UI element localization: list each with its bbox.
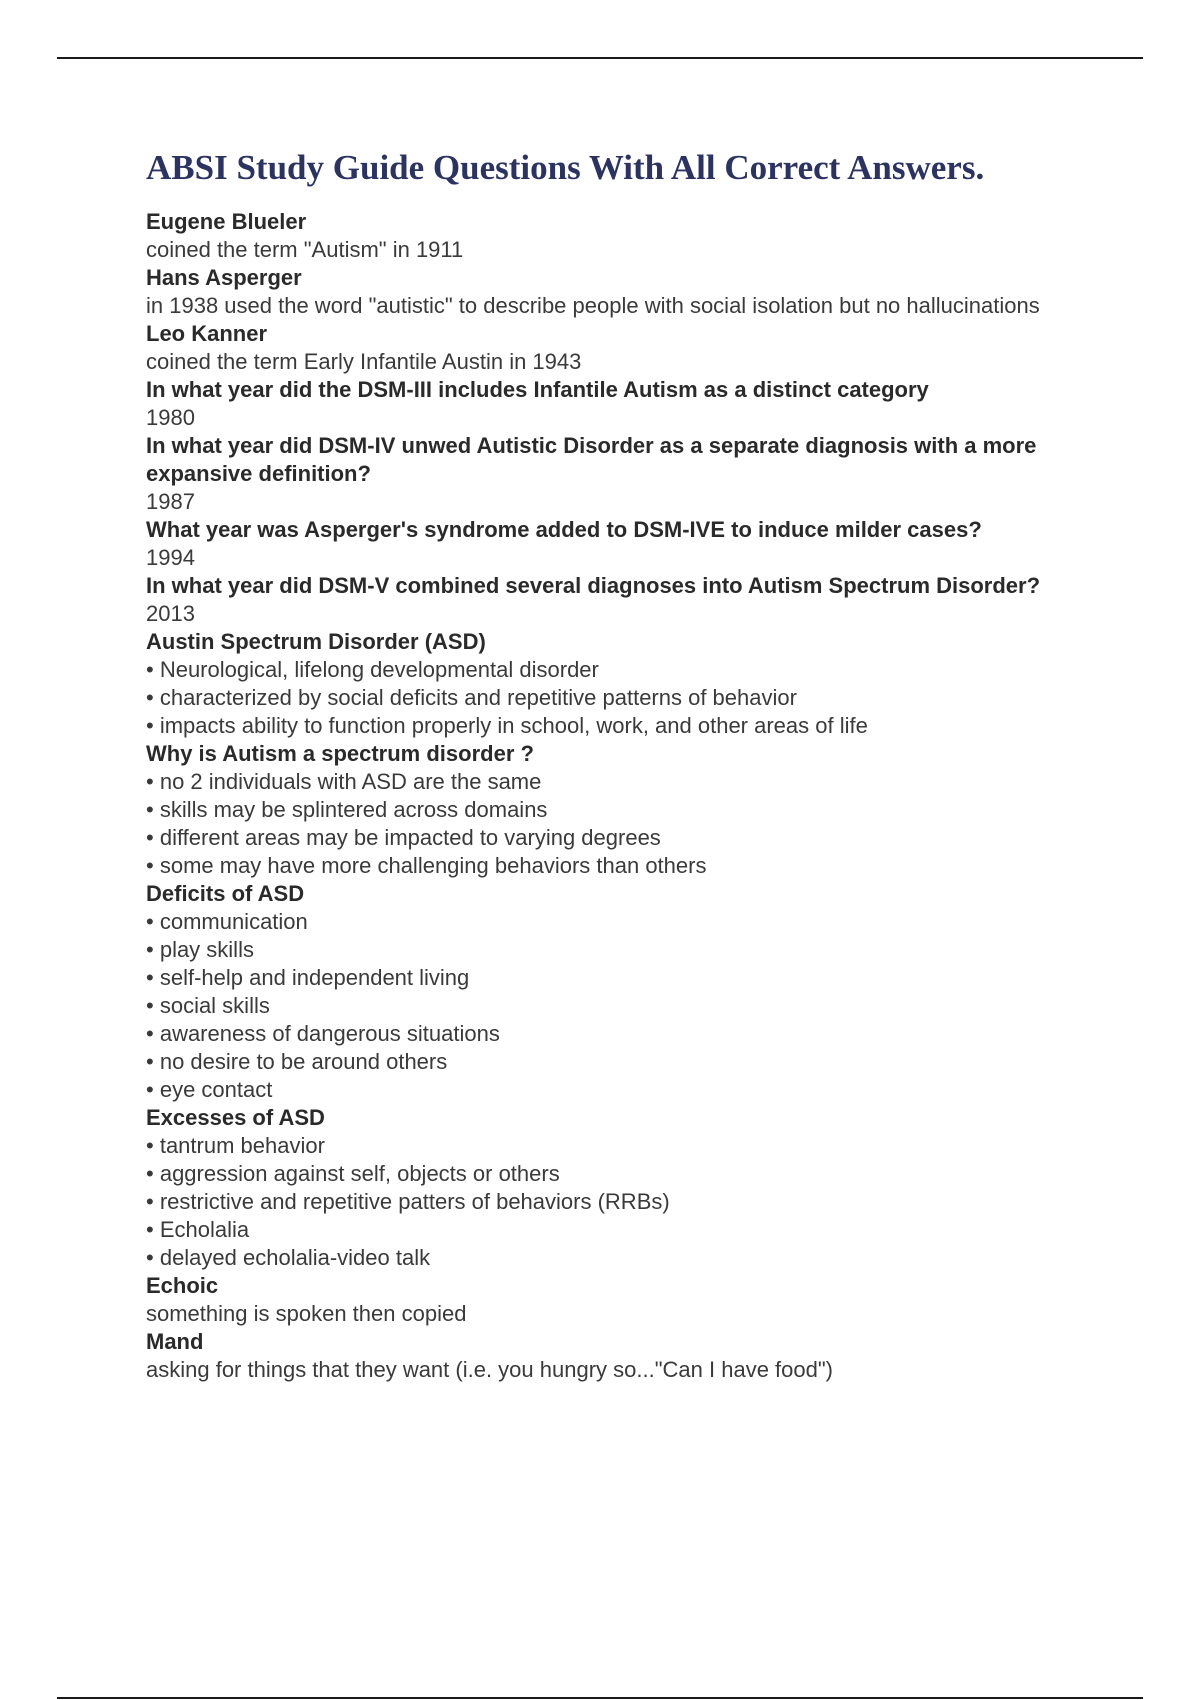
answer-bullet-item: • aggression against self, objects or others xyxy=(146,1160,1086,1188)
question-term: Leo Kanner xyxy=(146,321,268,346)
answer-text: 1994 xyxy=(146,545,195,570)
answer-bullet-item: • characterized by social deficits and repetitive patterns of behavior xyxy=(146,684,1086,712)
question-term: Why is Autism a spectrum disorder ? xyxy=(146,741,534,766)
answer-bullet-item: • no desire to be around others xyxy=(146,1048,1086,1076)
question-term: Austin Spectrum Disorder (ASD) xyxy=(146,629,486,654)
question-term: Excesses of ASD xyxy=(146,1105,325,1130)
question-term: In what year did DSM-V combined several diagnoses into Autism Spectrum Disorder? xyxy=(146,573,1041,598)
answer-bullet-item: • restrictive and repetitive patters of behaviors (RRBs) xyxy=(146,1188,1086,1216)
answer-text: 2013 xyxy=(146,601,195,626)
document-title: ABSI Study Guide Questions With All Correct Answers. xyxy=(146,148,985,187)
question-term: Echoic xyxy=(146,1273,219,1298)
answer-text: something is spoken then copied xyxy=(146,1301,467,1326)
qa-entry xyxy=(146,376,1086,432)
answer-bullet-item: • some may have more challenging behaviors than others xyxy=(146,852,1086,880)
answer-bullet-item: • impacts ability to function properly in school, work, and other areas of life xyxy=(146,712,1086,740)
qa-entry xyxy=(146,320,1086,376)
question-term: Deficits of ASD xyxy=(146,881,305,906)
answer-text: 1987 xyxy=(146,489,195,514)
qa-list xyxy=(146,208,1086,1384)
answer-bullet-item: • no 2 individuals with ASD are the same xyxy=(146,768,1086,796)
question-term: Eugene Blueler xyxy=(146,209,307,234)
answer-text: coined the term "Autism" in 1911 xyxy=(146,237,464,262)
answer-text: asking for things that they want (i.e. you hungry so..."Can I have food") xyxy=(146,1357,833,1382)
answer-text: coined the term Early Infantile Austin in 1943 xyxy=(146,349,582,374)
answer-bullet-item: • Echolalia xyxy=(146,1216,1086,1244)
qa-entry xyxy=(146,516,1086,572)
answer-bullet-item: • communication xyxy=(146,908,1086,936)
answer-bullet-item: • skills may be splintered across domains xyxy=(146,796,1086,824)
answer-bullet-item: • different areas may be impacted to varying degrees xyxy=(146,824,1086,852)
question-term: Hans Asperger xyxy=(146,265,302,290)
answer-bullet-item: • tantrum behavior xyxy=(146,1132,1086,1160)
answer-text: 1980 xyxy=(146,405,195,430)
qa-entry xyxy=(146,1272,1086,1328)
qa-entry xyxy=(146,740,1086,880)
question-term: Mand xyxy=(146,1329,204,1354)
qa-entry xyxy=(146,628,1086,740)
answer-bullet-item: • eye contact xyxy=(146,1076,1086,1104)
answer-bullet-item: • awareness of dangerous situations xyxy=(146,1020,1086,1048)
document-body xyxy=(146,146,1086,1384)
bottom-rule xyxy=(57,1697,1143,1699)
answer-bullet-item: • social skills xyxy=(146,992,1086,1020)
qa-entry xyxy=(146,572,1086,628)
qa-entry xyxy=(146,264,1086,320)
question-term: In what year did DSM-IV unwed Autistic Disorder as a separate diagnosis with a more expansive definition? xyxy=(146,433,1037,486)
qa-entry xyxy=(146,432,1086,516)
answer-bullet-item: • self-help and independent living xyxy=(146,964,1086,992)
qa-entry xyxy=(146,208,1086,264)
answer-bullet-item: • play skills xyxy=(146,936,1086,964)
question-term: What year was Asperger's syndrome added to DSM-IVE to induce milder cases? xyxy=(146,517,982,542)
question-term: In what year did the DSM-III includes Infantile Autism as a distinct category xyxy=(146,377,929,402)
qa-entry xyxy=(146,1328,1086,1384)
answer-text: in 1938 used the word "autistic" to describe people with social isolation but no hallucinations xyxy=(146,293,1040,318)
answer-bullet-item: • Neurological, lifelong developmental disorder xyxy=(146,656,1086,684)
qa-entry xyxy=(146,880,1086,1104)
answer-bullet-item: • delayed echolalia-video talk xyxy=(146,1244,1086,1272)
top-rule xyxy=(57,57,1143,59)
qa-entry xyxy=(146,1104,1086,1272)
